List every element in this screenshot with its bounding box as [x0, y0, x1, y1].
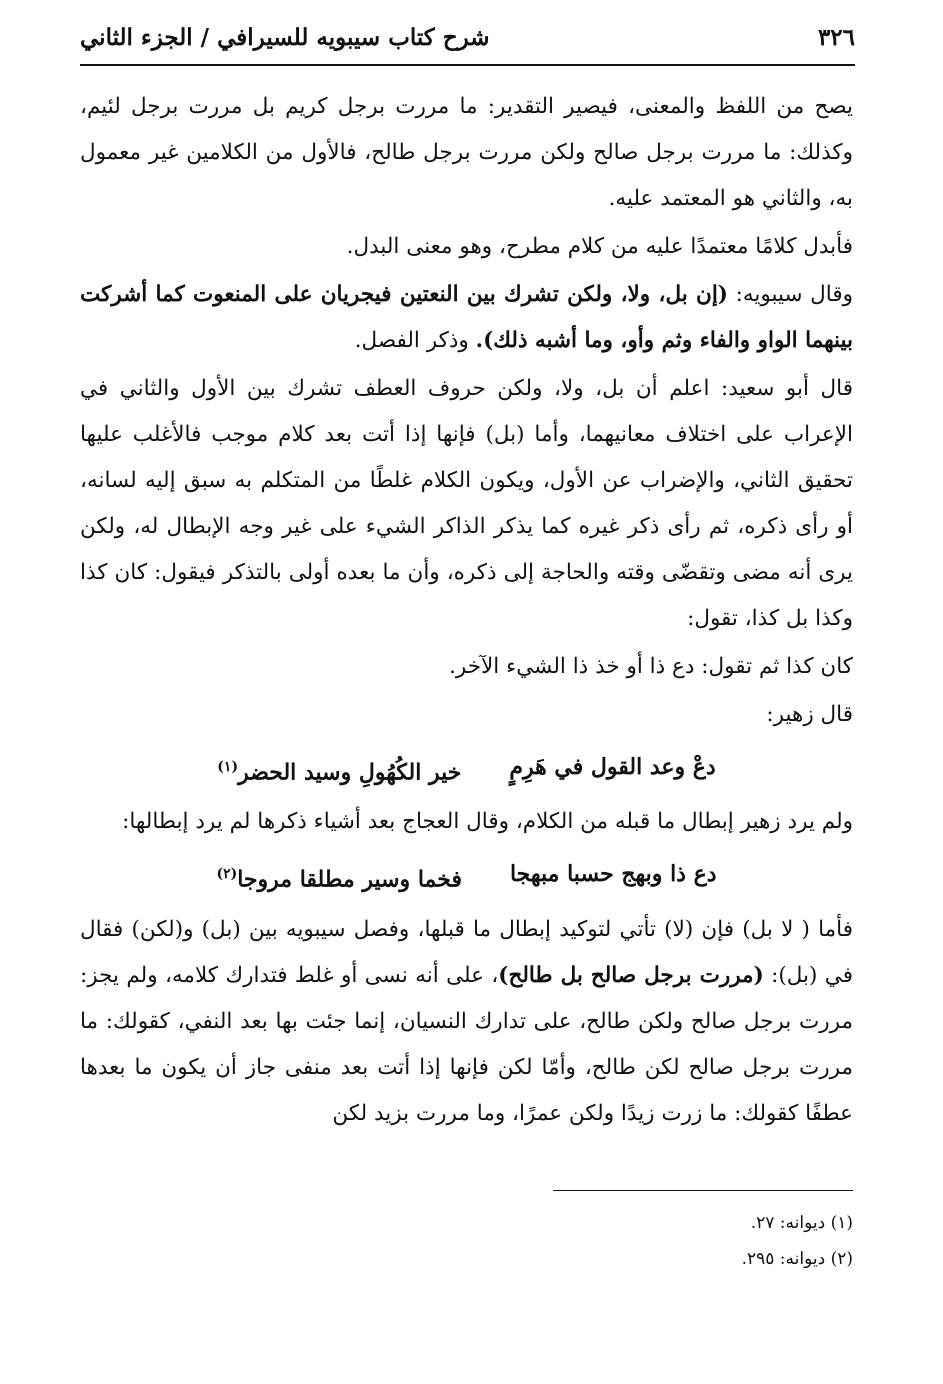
verse-line [80, 851, 853, 902]
verse-hemistich: دعْ وعد القول في هَرِمٍ [509, 754, 716, 780]
paragraph: فأبدل كلامًا معتمدًا عليه من كلام مطرح، وهو معنى البدل. [346, 234, 853, 259]
main-text [80, 84, 853, 1139]
footnote-marker: (١) [217, 759, 239, 775]
paragraph-lead: وقال سيبويه: [727, 282, 853, 307]
page-header [80, 22, 855, 62]
example-quote: (مررت برجل صالح بل طالح) [498, 962, 764, 988]
sibawayh-quote: (إن بل، ولا، ولكن تشرك بين النعتين فيجريان على المنعوت كما أشركت بينهما الواو والفاء وثم وأو، وما أشبه ذلك). [80, 282, 853, 353]
footnote-rule [553, 1190, 853, 1191]
paragraph: فأما ( لا بل) فإن (لا) تأتي لتوكيد إبطال ما قبلها، وفصل سيبويه بين (بل) و(لكن) فقال في (بل): (مررت برجل صالح بل طالح)، على أنه نسى أو غلط فتدارك كلامه، ولم يجز: مررت برجل صالح ولكن طالح، على تدارك النسيان، إنما جئت بها بعد النفي، كقولك: ما مررت برجل صالح لكن طالح، وأمّا لكن فإنها إذا أتت بعد منفى جاز أن يكون ما بعدها عطفًا كقولك: ما زرت زيدًا ولكن عمرًا، وما مررت بزيد لكن [80, 916, 853, 1126]
paragraph: ولم يرد زهير إبطال ما قبله من الكلام، وقال العجاج بعد أشياء ذكرها لم يرد إبطالها: [122, 809, 853, 835]
paragraph: كان كذا ثم تقول: دع ذا أو خذ ذا الشيء الآخر. [449, 654, 853, 679]
running-title: شرح كتاب سيبويه للسيرافي / الجزء الثاني [80, 24, 490, 51]
footnotes [400, 1205, 853, 1277]
verse-hemistich: فخما وسير مطلقا مروجا$^{(٢)}$ [216, 866, 462, 893]
verse-hemistich: خير الكُهُولِ وسيد الحضر$^{(١)}$ [217, 759, 462, 786]
paragraph: يصح من اللفظ والمعنى، فيصير التقدير: ما مررت برجل كريم بل مررت برجل لئيم، وكذلك: ما مررت برجل صالح ولكن مررت برجل طالح، فالأول من الكلامين غير معمول به، والثاني هو المعتمد عليه. [80, 94, 853, 211]
paragraph-tail: وذكر الفصل. [354, 328, 476, 353]
footnote: (١) ديوانه: ٢٧. [750, 1213, 853, 1233]
footnote-marker: (٢) [216, 866, 238, 883]
verse-line [80, 744, 853, 795]
paragraph [80, 272, 853, 364]
verse-hemistich: دع ذا وبهج حسبا مبهجا [509, 861, 717, 888]
header-rule [80, 64, 855, 66]
paragraph: قال زهير: [766, 702, 853, 727]
paragraph: قال أبو سعيد: اعلم أن بل، ولا، ولكن حروف العطف تشرك بين الأول والثاني في الإعراب على اختلاف معانيهما، وأما (بل) فإنها إذا أتت بعد كلام موجب فالأغلب عليها تحقيق الثاني، والإضراب عن الأول، ويكون الكلام غلطًا من المتكلم به سبق إليه لسانه، أو رأى ذكره، ثم رأى ذكر غيره كما يذكر الذاكر الشيء على غير وجه الإبطال له، ولكن يرى أنه مضى وتقضّى وقته والحاجة إلى ذكره، وأن ما بعده أولى بالتذكر فيقول: كان كذا وكذا بل كذا، تقول: [80, 376, 853, 631]
footnote: (٢) ديوانه: ٢٩٥. [741, 1249, 853, 1269]
page-number: ٣٢٦ [817, 24, 855, 51]
